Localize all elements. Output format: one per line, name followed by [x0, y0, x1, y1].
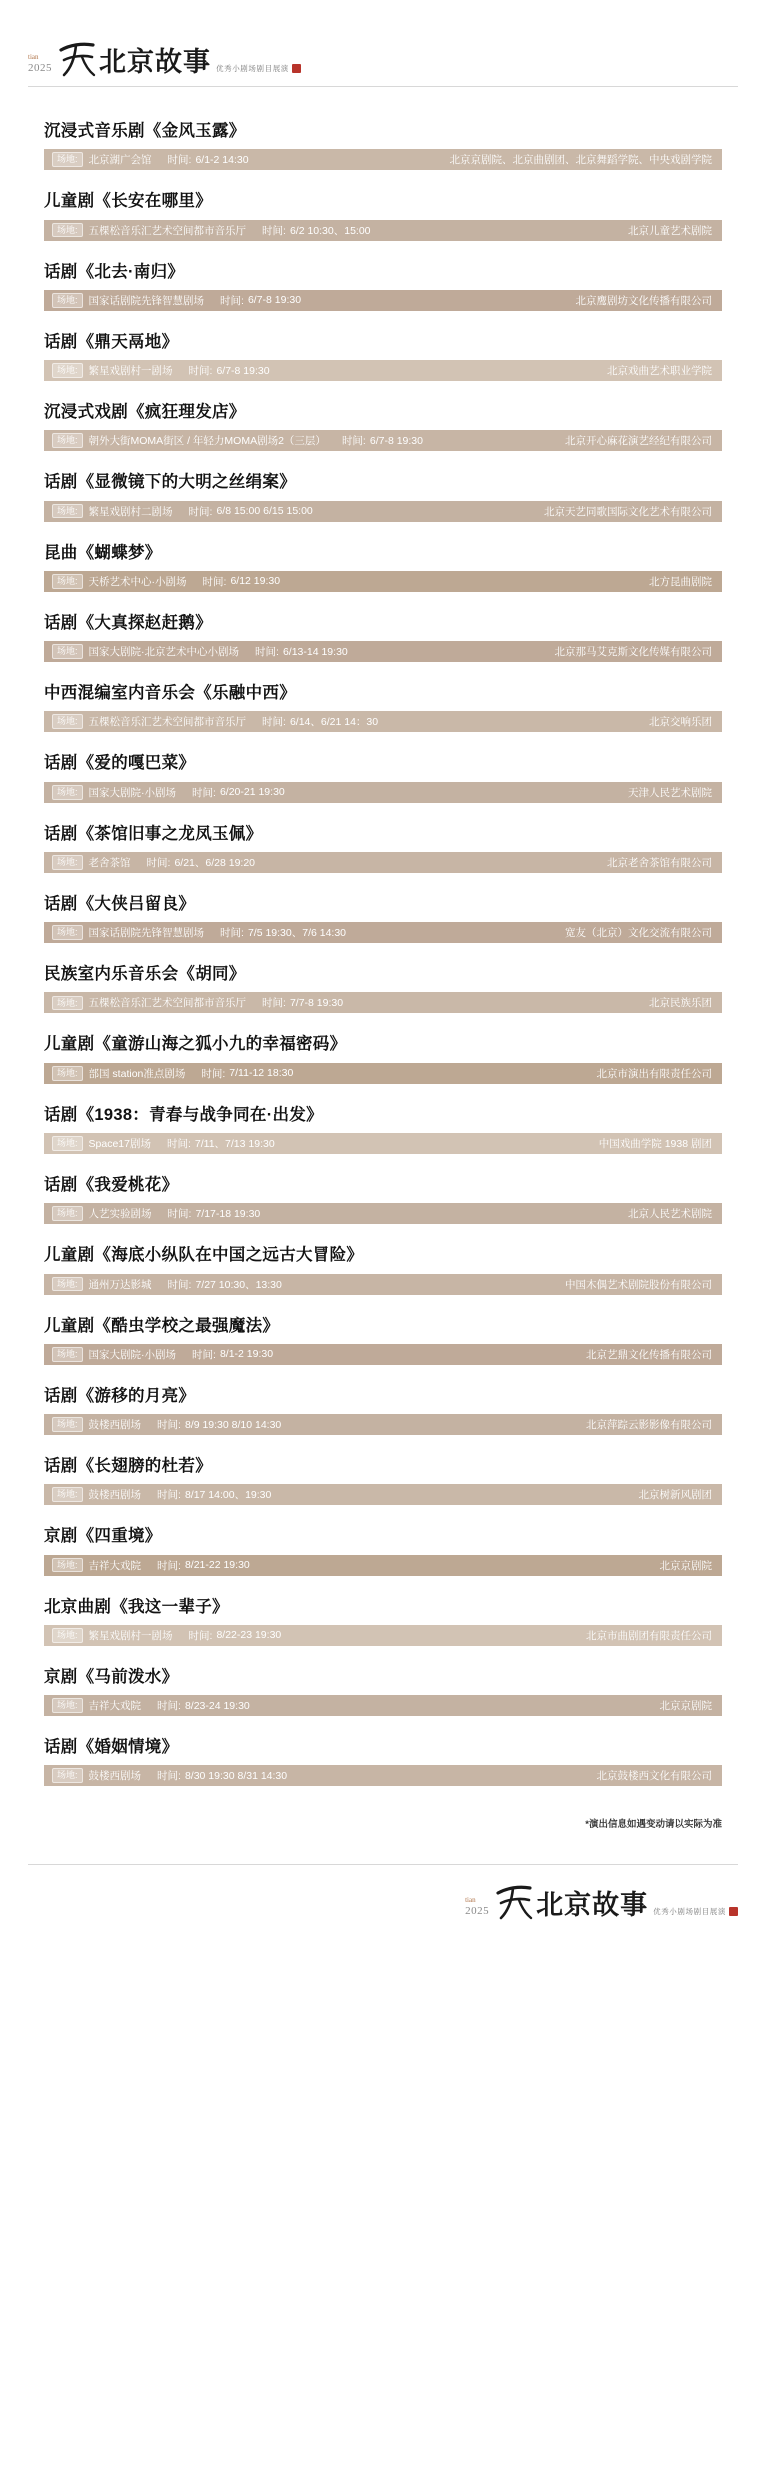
- performance-info-bar: [44, 1484, 722, 1505]
- performance-title: 话剧《爱的嘎巴菜》: [44, 754, 196, 773]
- venue-tag: 场地:: [52, 925, 83, 940]
- performance-entry: [44, 1736, 722, 1786]
- time-label: 时间:: [167, 1208, 192, 1221]
- performance-time: 6/13-14 19:30: [282, 645, 348, 658]
- brand-year-tiny: tian: [28, 53, 39, 61]
- performance-title: 儿童剧《长安在哪里》: [44, 192, 212, 211]
- performance-time: 7/11、7/13 19:30: [194, 1137, 275, 1150]
- performance-info-bar: [44, 571, 722, 592]
- venue-name: 吉祥大戏院: [88, 1700, 142, 1713]
- performance-organization: 北京京剧院: [659, 1700, 712, 1713]
- brand-logo: [28, 22, 766, 78]
- performance-organization: 北京树新风剧团: [638, 1489, 712, 1502]
- performance-organization: 北京戏曲艺术职业学院: [607, 365, 712, 378]
- venue-name: 国家大剧院·小剧场: [88, 1348, 177, 1361]
- performance-entry: [44, 1666, 722, 1716]
- performance-info-bar: [44, 1414, 722, 1435]
- performance-organization: 北京民族乐团: [649, 997, 712, 1010]
- venue-name: 老舍茶馆: [88, 856, 131, 869]
- time-label: 时间:: [341, 435, 366, 448]
- performance-time: 8/21-22 19:30: [184, 1559, 250, 1572]
- performance-time: 7/5 19:30、7/6 14:30: [247, 927, 347, 940]
- performance-organization: 北京人民艺术剧院: [628, 1208, 712, 1221]
- performance-organization: 北京鹰剧坊文化传播有限公司: [575, 294, 712, 307]
- time-label: 时间:: [262, 716, 286, 729]
- performance-time: 8/23-24 19:30: [184, 1699, 250, 1712]
- venue-name: 五棵松音乐汇艺术空间都市音乐厅: [88, 224, 247, 237]
- performance-entry: [44, 1455, 722, 1505]
- performance-title: 话剧《我爱桃花》: [44, 1175, 179, 1194]
- performance-time: 6/7-8 19:30: [216, 364, 270, 377]
- performance-organization: 天津人民艺术剧院: [628, 786, 712, 799]
- venue-tag: 场地:: [52, 1347, 83, 1362]
- performance-title: 话剧《长翅膀的杜若》: [44, 1457, 212, 1476]
- time-label: 时间:: [262, 997, 286, 1010]
- performance-organization: 中国木偶艺术剧院股份有限公司: [565, 1278, 712, 1291]
- venue-tag: 场地:: [52, 1698, 83, 1713]
- performance-entry: [44, 1315, 722, 1365]
- venue-name: 繁星戏剧村一剧场: [88, 1629, 173, 1642]
- performance-title: 话剧《茶馆旧事之龙凤玉佩》: [44, 824, 263, 843]
- performance-time: 6/2 10:30、15:00: [289, 224, 371, 237]
- venue-tag: 场地:: [52, 152, 83, 167]
- time-label: 时间:: [192, 1348, 216, 1361]
- time-label: 时间:: [188, 505, 213, 518]
- time-label: 时间:: [157, 1559, 181, 1572]
- venue-name: 国家话剧院先锋智慧剧场: [88, 294, 205, 307]
- venue-tag: 场地:: [52, 504, 83, 519]
- venue-name: 国家大剧院·北京艺术中心小剧场: [88, 646, 240, 659]
- venue-tag: 场地:: [52, 1417, 83, 1432]
- performance-info-bar: [44, 1695, 722, 1716]
- venue-tag: 场地:: [52, 1628, 83, 1643]
- venue-name: 北京湖广会馆: [88, 154, 152, 167]
- performance-time: 8/17 14:00、19:30: [184, 1489, 272, 1502]
- time-label: 时间:: [201, 1067, 226, 1080]
- performance-time: 6/20-21 19:30: [219, 786, 285, 799]
- performance-entry: [44, 612, 722, 662]
- performance-time: 8/9 19:30 8/10 14:30: [184, 1418, 282, 1431]
- venue-name: 朝外大街MOMA街区 / 年轻力MOMA剧场2（三层）: [88, 435, 326, 448]
- venue-name: 部国 station准点剧场: [88, 1067, 186, 1080]
- performance-organization: 北京市演出有限责任公司: [596, 1067, 712, 1080]
- performance-time: 6/7-8 19:30: [247, 294, 302, 307]
- performance-organization: 北京开心麻花演艺经纪有限公司: [565, 435, 712, 448]
- venue-tag: 场地:: [52, 1136, 83, 1151]
- venue-tag: 场地:: [52, 363, 83, 378]
- time-label: 时间:: [220, 294, 244, 307]
- performance-title: 话剧《游移的月亮》: [44, 1386, 196, 1405]
- page-header: [0, 0, 766, 96]
- performance-organization: 北京那马艾克斯文化传媒有限公司: [554, 646, 712, 659]
- venue-name: 鼓楼西剧场: [88, 1419, 142, 1432]
- venue-tag: 场地:: [52, 1277, 83, 1292]
- performance-entry: [44, 401, 722, 451]
- performance-organization: 北京鼓楼西文化有限公司: [596, 1770, 712, 1783]
- performance-title: 中西混编室内音乐会《乐融中西》: [44, 684, 296, 703]
- time-label: 时间:: [188, 365, 213, 378]
- performance-info-bar: [44, 290, 722, 311]
- time-label: 时间:: [167, 154, 192, 167]
- performance-list: [0, 96, 766, 1786]
- performance-entry: [44, 1385, 722, 1435]
- footer-brand-logo: [28, 1879, 738, 1947]
- performance-organization: 北京市曲剧团有限责任公司: [586, 1629, 712, 1642]
- performance-info-bar: [44, 220, 722, 241]
- performance-info-bar: [44, 430, 722, 451]
- brand-name: 北京故事: [99, 47, 211, 77]
- venue-name: 国家话剧院先锋智慧剧场: [88, 927, 205, 940]
- performance-organization: 北京京剧院、北京曲剧团、北京舞蹈学院、中央戏剧学院: [449, 154, 712, 167]
- venue-tag: 场地:: [52, 1206, 83, 1221]
- venue-tag: 场地:: [52, 293, 83, 308]
- venue-tag: 场地:: [52, 644, 83, 659]
- performance-entry: [44, 1104, 722, 1154]
- performance-info-bar: [44, 149, 722, 170]
- page-footer: [0, 1864, 766, 1947]
- performance-entry: [44, 1033, 722, 1083]
- time-label: 时间:: [146, 856, 171, 869]
- venue-tag: 场地:: [52, 1558, 83, 1573]
- performance-time: 6/8 15:00 6/15 15:00: [216, 505, 313, 518]
- performance-title: 儿童剧《海底小纵队在中国之远古大冒险》: [44, 1246, 364, 1265]
- performance-title: 沉浸式音乐剧《金风玉露》: [44, 122, 246, 140]
- performance-organization: 北京天艺同歌国际文化艺术有限公司: [544, 505, 712, 518]
- time-label: 时间:: [220, 927, 244, 940]
- performance-title: 沉浸式戏剧《疯狂理发店》: [44, 403, 246, 422]
- brand-year: 2025: [28, 62, 52, 74]
- performance-organization: 北京艺鼎文化传播有限公司: [586, 1348, 712, 1361]
- performance-title: 话剧《1938：青春与战争同在·出发》: [44, 1105, 323, 1124]
- venue-name: 国家大剧院·小剧场: [88, 786, 177, 799]
- performance-time: 6/1-2 14:30: [195, 153, 249, 166]
- performance-entry: [44, 752, 722, 802]
- performance-title: 北京曲剧《我这一辈子》: [44, 1597, 229, 1616]
- time-label: 时间:: [192, 786, 216, 799]
- performance-title: 话剧《大真探赵赶鹅》: [44, 613, 212, 632]
- footer-brand-year-block: [465, 1897, 489, 1921]
- footer-brand-year-tiny: tian: [465, 1896, 476, 1905]
- performance-info-bar: [44, 782, 722, 803]
- performance-organization: 中国戏曲学院 1938 剧团: [598, 1137, 712, 1150]
- performance-title: 话剧《显微镜下的大明之丝绢案》: [44, 473, 296, 492]
- performance-organization: 北京交响乐团: [649, 716, 712, 729]
- performance-title: 话剧《婚姻情境》: [44, 1738, 179, 1757]
- performance-time: 8/30 19:30 8/31 14:30: [184, 1769, 288, 1782]
- performance-info-bar: [44, 711, 722, 732]
- performance-time: 6/7-8 19:30: [369, 434, 423, 447]
- venue-name: 通州万达影城: [88, 1278, 152, 1291]
- performance-entry: [44, 542, 722, 592]
- performance-title: 话剧《大侠吕留良》: [44, 894, 196, 913]
- seal-icon: [292, 64, 301, 73]
- performance-info-bar: [44, 641, 722, 662]
- performance-title: 儿童剧《童游山海之狐小九的幸福密码》: [44, 1035, 347, 1054]
- footer-brush-stroke-icon: [495, 1879, 533, 1921]
- performance-info-bar: [44, 501, 722, 522]
- performance-title: 昆曲《蝴蝶梦》: [44, 543, 162, 562]
- performance-time: 8/1-2 19:30: [219, 1348, 274, 1361]
- venue-name: 繁星戏剧村一剧场: [88, 365, 173, 378]
- disclaimer-note: *演出信息如遇变动请以实际为准: [585, 1819, 722, 1831]
- venue-tag: 场地:: [52, 785, 83, 800]
- venue-tag: 场地:: [52, 996, 83, 1011]
- time-label: 时间:: [166, 1137, 191, 1150]
- venue-tag: 场地:: [52, 1768, 83, 1783]
- performance-info-bar: [44, 1765, 722, 1786]
- performance-info-bar: [44, 922, 722, 943]
- venue-name: Space17剧场: [88, 1137, 151, 1150]
- time-label: 时间:: [157, 1700, 181, 1713]
- performance-time: 6/14、6/21 14：30: [289, 716, 379, 729]
- performance-entry: [44, 331, 722, 381]
- venue-name: 鼓楼西剧场: [88, 1770, 142, 1783]
- performance-organization: 北京老舍茶馆有限公司: [607, 856, 712, 869]
- footer-brand-subtitle: 优秀小剧场剧目展演: [653, 1907, 726, 1917]
- performance-info-bar: [44, 992, 722, 1013]
- footer-brand-year: 2025: [465, 1905, 490, 1918]
- time-label: 时间:: [157, 1419, 181, 1432]
- header-divider: [28, 86, 738, 87]
- time-label: 时间:: [167, 1278, 192, 1291]
- performance-info-bar: [44, 1555, 722, 1576]
- time-label: 时间:: [157, 1489, 181, 1502]
- venue-tag: 场地:: [52, 223, 83, 238]
- performance-title: 话剧《鼎天鬲地》: [44, 332, 179, 351]
- performance-info-bar: [44, 1133, 722, 1154]
- performance-entry: [44, 893, 722, 943]
- time-label: 时间:: [157, 1770, 181, 1783]
- performance-title: 京剧《四重境》: [44, 1527, 162, 1546]
- performance-entry: [44, 190, 722, 240]
- performance-time: 6/12 19:30: [230, 575, 281, 588]
- venue-name: 鼓楼西剧场: [88, 1489, 142, 1502]
- venue-name: 繁星戏剧村二剧场: [88, 505, 173, 518]
- performance-organization: 北京萍踪云影影像有限公司: [586, 1419, 712, 1432]
- venue-name: 五棵松音乐汇艺术空间都市音乐厅: [88, 716, 247, 729]
- venue-name: 五棵松音乐汇艺术空间都市音乐厅: [88, 997, 247, 1010]
- venue-name: 天桥艺术中心·小剧场: [88, 575, 187, 588]
- performance-info-bar: [44, 1625, 722, 1646]
- venue-tag: 场地:: [52, 1066, 83, 1081]
- performance-title: 话剧《北去·南归》: [44, 262, 185, 281]
- performance-entry: [44, 471, 722, 521]
- performance-entry: [44, 1596, 722, 1646]
- performance-entry: [44, 1174, 722, 1224]
- brand-subtitle-block: [216, 63, 301, 78]
- performance-time: 7/11-12 18:30: [229, 1067, 294, 1080]
- performance-time: 7/27 10:30、13:30: [195, 1278, 282, 1291]
- venue-name: 人艺实验剧场: [88, 1208, 152, 1221]
- performance-time: 7/7-8 19:30: [289, 996, 344, 1009]
- venue-tag: 场地:: [52, 433, 83, 448]
- footer-brand-name: 北京故事: [536, 1890, 649, 1921]
- venue-tag: 场地:: [52, 574, 83, 589]
- performance-time: 7/17-18 19:30: [195, 1207, 261, 1220]
- performance-entry: [44, 823, 722, 873]
- venue-tag: 场地:: [52, 1487, 83, 1502]
- time-label: 时间:: [202, 575, 227, 588]
- performance-entry: [44, 120, 722, 170]
- performance-organization: 北京京剧院: [659, 1559, 712, 1572]
- footer-brand-subtitle-block: [653, 1906, 738, 1921]
- performance-title: 京剧《马前泼水》: [44, 1667, 179, 1686]
- brand-mark: [58, 36, 301, 78]
- time-label: 时间:: [262, 224, 286, 237]
- brand-year-block: [28, 54, 52, 78]
- performance-entry: [44, 682, 722, 732]
- time-label: 时间:: [255, 646, 279, 659]
- performance-info-bar: [44, 1274, 722, 1295]
- performance-entry: [44, 1244, 722, 1294]
- performance-info-bar: [44, 1203, 722, 1224]
- performance-title: 民族室内乐音乐会《胡同》: [44, 965, 246, 984]
- venue-tag: 场地:: [52, 855, 83, 870]
- performance-entry: [44, 261, 722, 311]
- footer-brand-mark: [495, 1879, 738, 1921]
- performance-entry: [44, 963, 722, 1013]
- time-label: 时间:: [188, 1629, 213, 1642]
- performance-organization: 宽友（北京）文化交流有限公司: [565, 927, 712, 940]
- performance-info-bar: [44, 360, 722, 381]
- brush-stroke-icon: [58, 36, 96, 78]
- performance-info-bar: [44, 1063, 722, 1084]
- performance-time: 8/22-23 19:30: [216, 1629, 282, 1642]
- performance-organization: 北方昆曲剧院: [649, 575, 712, 588]
- brand-subtitle: 优秀小剧场剧目展演: [216, 64, 289, 73]
- footer-seal-icon: [729, 1907, 738, 1916]
- performance-organization: 北京儿童艺术剧院: [628, 224, 712, 237]
- performance-info-bar: [44, 852, 722, 873]
- venue-tag: 场地:: [52, 714, 83, 729]
- footer-divider: [28, 1864, 738, 1865]
- venue-name: 吉祥大戏院: [88, 1559, 142, 1572]
- performance-info-bar: [44, 1344, 722, 1365]
- performance-title: 儿童剧《酷虫学校之最强魔法》: [44, 1316, 280, 1335]
- performance-entry: [44, 1525, 722, 1575]
- performance-time: 6/21、6/28 19:20: [174, 856, 256, 869]
